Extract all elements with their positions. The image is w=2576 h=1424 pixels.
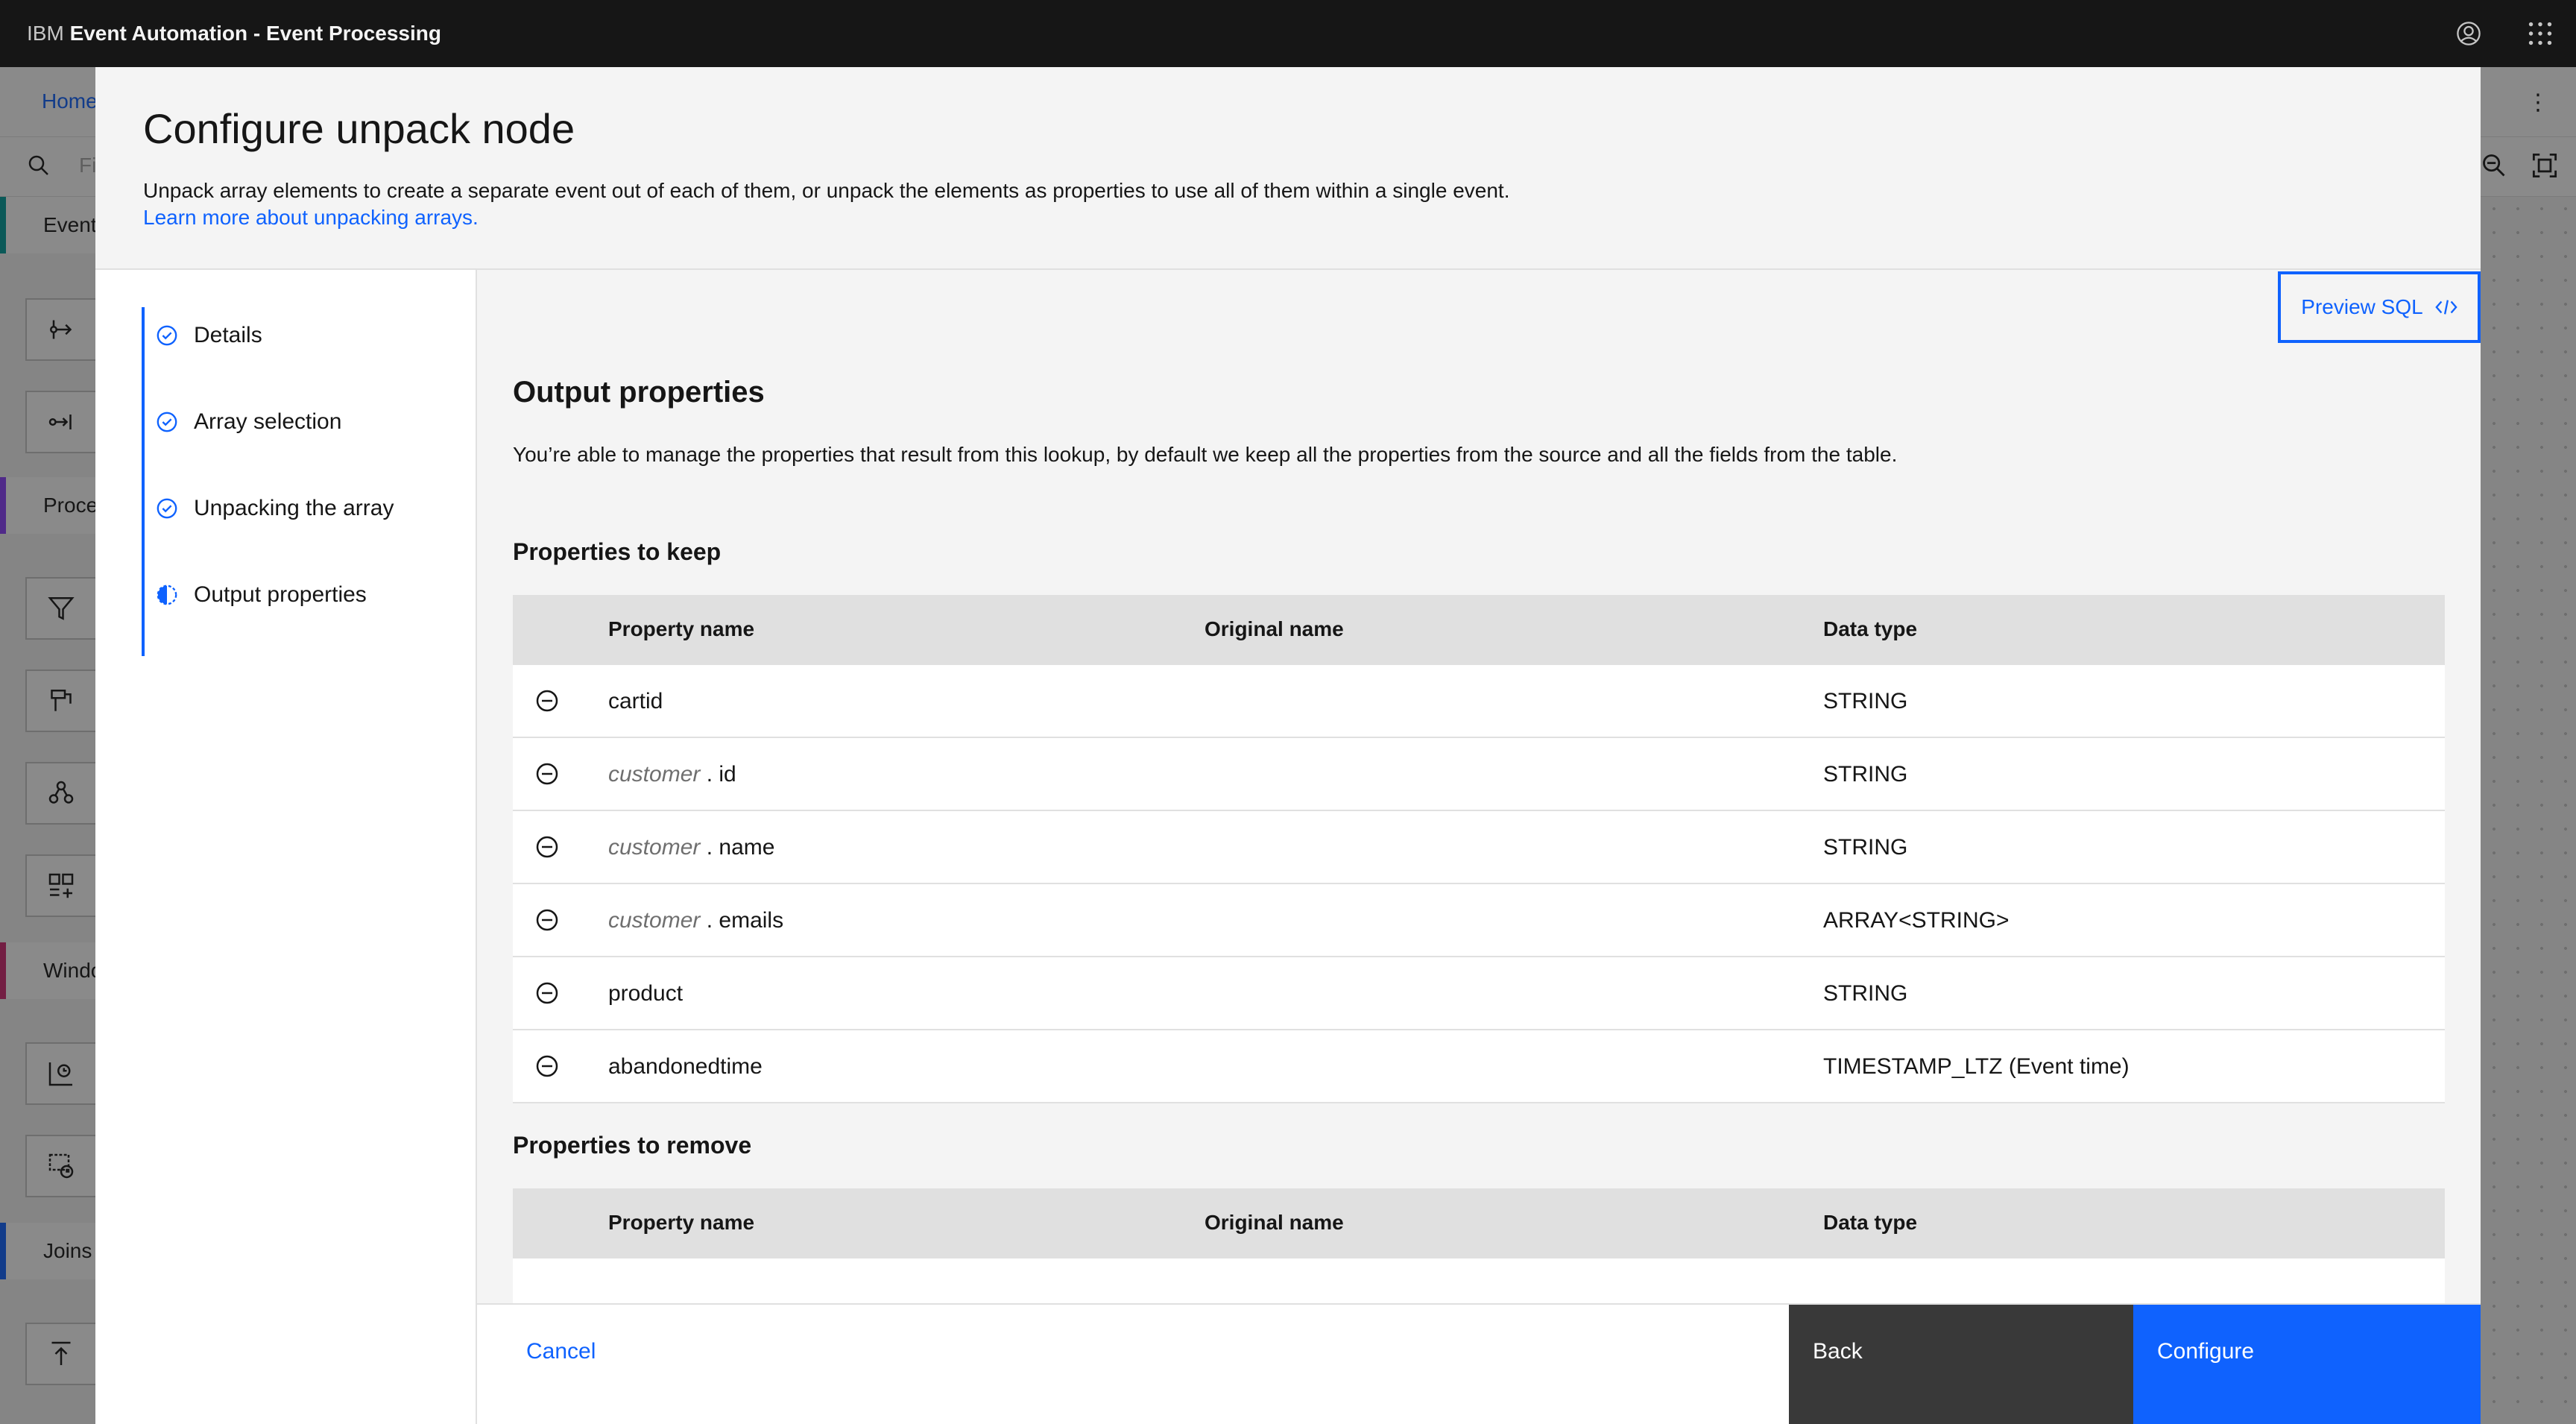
properties-to-remove-title: Properties to remove bbox=[513, 1132, 752, 1159]
checkmark-outline-icon bbox=[155, 410, 179, 434]
step-array-selection[interactable] bbox=[155, 401, 341, 443]
preview-sql-button[interactable] bbox=[2278, 271, 2481, 343]
section-description: You’re able to manage the properties that result from this lookup, by default we keep all the properties from the source and all the fields from the table. bbox=[513, 443, 1898, 466]
parent-property-name: customer bbox=[608, 835, 701, 860]
table-row bbox=[513, 957, 2445, 1030]
remove-property-icon[interactable] bbox=[534, 760, 561, 787]
modal-footer bbox=[477, 1303, 2481, 1424]
column-header-property-name[interactable]: Property name bbox=[608, 617, 755, 640]
data-type: TIMESTAMP_LTZ (Event time) bbox=[1823, 1054, 2130, 1079]
property-name: cartid bbox=[608, 689, 663, 713]
user-profile-icon[interactable] bbox=[2433, 0, 2504, 67]
incomplete-current-icon bbox=[155, 583, 179, 607]
data-type: STRING bbox=[1823, 835, 1908, 860]
table-row bbox=[513, 1030, 2445, 1103]
property-name: customer . id bbox=[608, 762, 736, 787]
data-type: ARRAY<STRING> bbox=[1823, 908, 2010, 933]
table-header bbox=[513, 595, 2445, 665]
step-label: Output properties bbox=[194, 582, 367, 607]
remove-property-icon[interactable] bbox=[534, 980, 561, 1006]
property-name: abandonedtime bbox=[608, 1054, 763, 1079]
property-name: product bbox=[608, 981, 684, 1006]
remove-property-icon[interactable] bbox=[534, 907, 561, 933]
cancel-button[interactable]: Cancel bbox=[477, 1305, 1789, 1424]
app-switcher-icon[interactable] bbox=[2504, 0, 2576, 67]
modal-content bbox=[477, 270, 2481, 1303]
data-type: STRING bbox=[1823, 981, 1908, 1006]
property-name: customer . emails bbox=[608, 908, 784, 933]
section-title: Output properties bbox=[513, 376, 765, 409]
table-row bbox=[513, 811, 2445, 884]
top-header bbox=[0, 0, 2576, 67]
checkmark-outline-icon bbox=[155, 324, 179, 347]
column-header-property-name[interactable]: Property name bbox=[608, 1211, 755, 1234]
step-output-properties[interactable] bbox=[155, 574, 367, 616]
configure-unpack-modal bbox=[95, 67, 2481, 1424]
table-row bbox=[513, 884, 2445, 957]
progress-sidebar bbox=[95, 270, 477, 1424]
table-row bbox=[513, 665, 2445, 738]
parent-property-name: customer bbox=[608, 762, 701, 787]
modal-description: Unpack array elements to create a separate event out of each of them, or unpack the elements as properties to use all of them within a single event. Learn more about unpacking arrays. bbox=[143, 179, 1510, 229]
properties-to-keep-table bbox=[513, 595, 2445, 1103]
properties-to-keep-title: Properties to keep bbox=[513, 538, 722, 565]
modal-title: Configure unpack node bbox=[143, 105, 575, 152]
column-header-original-name[interactable]: Original name bbox=[1205, 617, 1344, 640]
checkmark-outline-icon bbox=[155, 497, 179, 520]
product-title[interactable]: IBM Event Automation - Event Processing bbox=[27, 22, 441, 45]
step-label: Array selection bbox=[194, 409, 342, 434]
step-label: Unpacking the array bbox=[194, 496, 394, 520]
step-label: Details bbox=[194, 323, 262, 347]
step-unpacking-the-array[interactable] bbox=[155, 488, 394, 529]
property-name: customer . name bbox=[608, 835, 775, 860]
progress-indicator bbox=[142, 307, 440, 656]
column-header-original-name[interactable]: Original name bbox=[1205, 1211, 1344, 1234]
back-button[interactable]: Back bbox=[1789, 1305, 2133, 1424]
table-header bbox=[513, 1188, 2445, 1258]
remove-property-icon[interactable] bbox=[534, 1053, 561, 1080]
table-row bbox=[513, 738, 2445, 811]
data-type: STRING bbox=[1823, 762, 1908, 787]
parent-property-name: customer bbox=[608, 908, 701, 933]
column-header-data-type[interactable]: Data type bbox=[1823, 617, 1918, 640]
remove-property-icon[interactable] bbox=[534, 834, 561, 860]
modal-header bbox=[95, 67, 2481, 270]
preview-sql-label: Preview SQL bbox=[2301, 295, 2423, 318]
step-details[interactable] bbox=[155, 315, 262, 356]
code-icon bbox=[2435, 298, 2457, 316]
configure-button[interactable]: Configure bbox=[2133, 1305, 2481, 1424]
learn-more-link[interactable]: Learn more about unpacking arrays. bbox=[143, 206, 479, 229]
remove-property-icon[interactable] bbox=[534, 687, 561, 714]
header-actions bbox=[2433, 0, 2576, 67]
column-header-data-type[interactable]: Data type bbox=[1823, 1211, 1918, 1234]
data-type: STRING bbox=[1823, 689, 1908, 713]
